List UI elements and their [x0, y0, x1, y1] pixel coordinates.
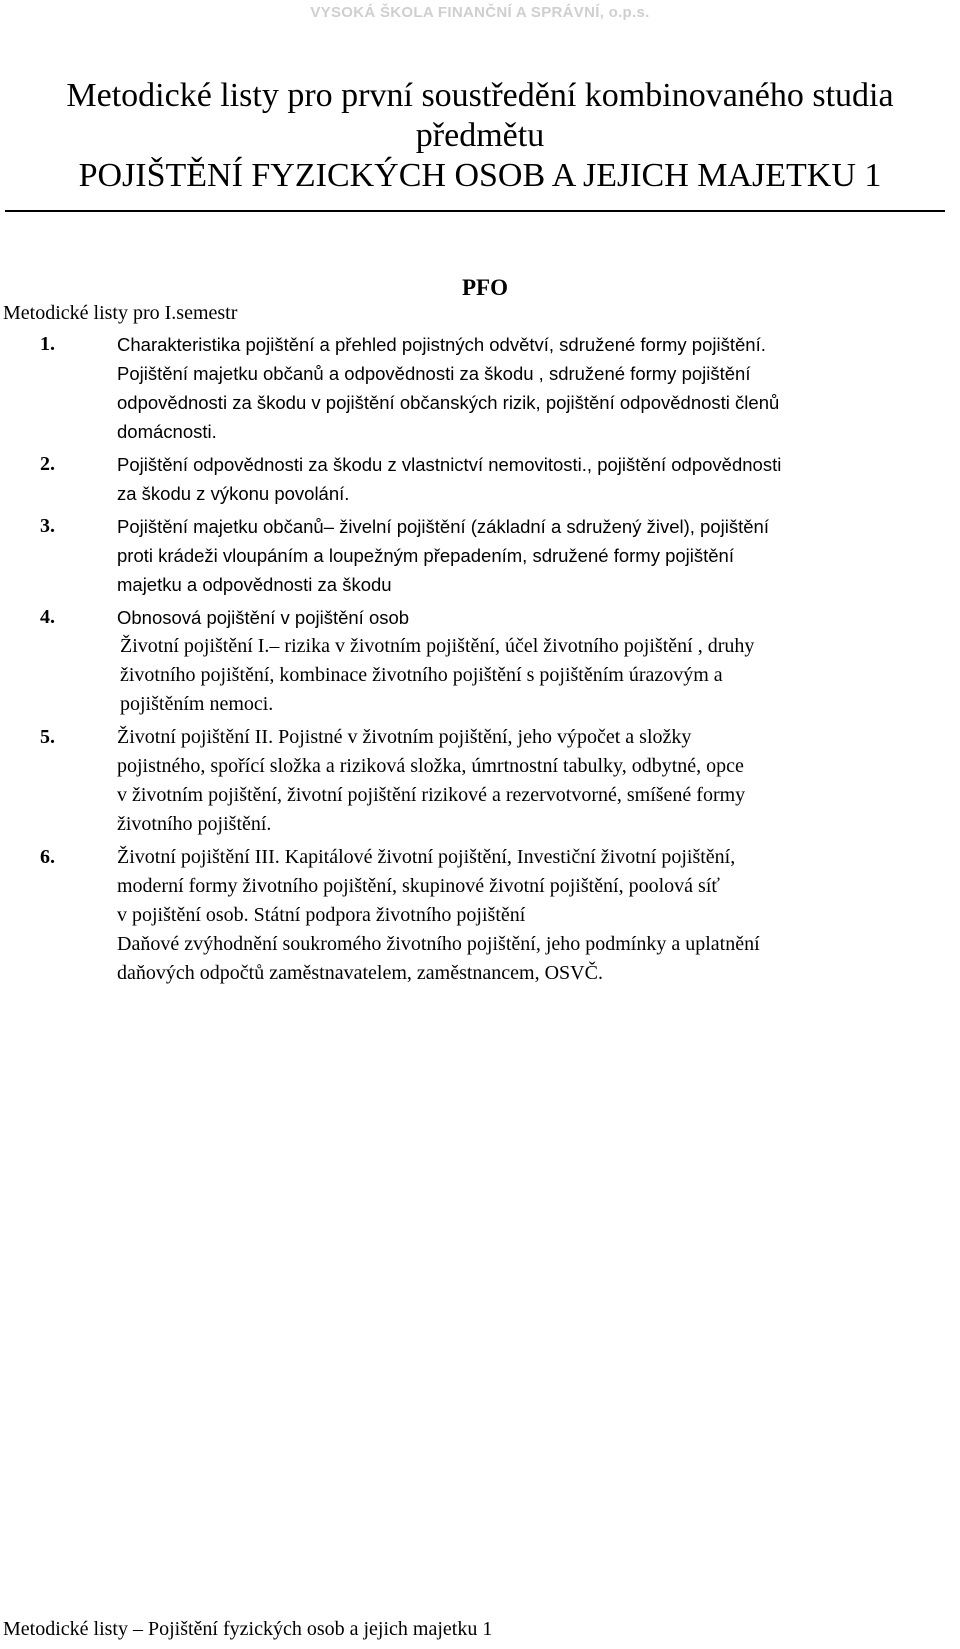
item-line: Pojištění majetku občanů– živelní pojištění (základní a sdružený živel), pojištění	[117, 516, 769, 537]
item-line: životního pojištění.	[117, 813, 272, 835]
item-text	[117, 330, 937, 446]
item-line: odpovědnosti za škodu v pojištění občanských rizik, pojištění odpovědnosti členů	[117, 392, 780, 413]
item-line: za škodu z výkonu povolání.	[117, 483, 350, 504]
item-line: životního pojištění, kombinace životního pojištění s pojištěním úrazovým a	[120, 664, 723, 686]
item-line: majetku a odpovědnosti za škodu	[117, 574, 392, 595]
item-line: Pojištění majetku občanů a odpovědnosti za škodu , sdružené formy pojištění	[117, 363, 751, 384]
item-line: Pojištění odpovědnosti za škodu z vlastnictví nemovitosti., pojištění odpovědnosti	[117, 454, 782, 475]
item-text	[117, 843, 937, 988]
item-line: daňových odpočtů zaměstnavatelem, zaměstnancem, OSVČ.	[117, 962, 603, 984]
item-line: Charakteristika pojištění a přehled pojistných odvětví, sdružené formy pojištění.	[117, 334, 766, 355]
title-line-1: Metodické listy pro první soustředění kombinovaného studia	[66, 77, 894, 114]
item-number: 3.	[40, 515, 55, 537]
item-line: v pojištění osob. Státní podpora životního pojištění	[117, 904, 526, 926]
title-line-3: POJIŠTĚNÍ FYZICKÝCH OSOB A JEJICH MAJETKU 1	[78, 157, 882, 194]
course-code: PFO	[462, 275, 508, 300]
institution-header: VYSOKÁ ŠKOLA FINANČNÍ A SPRÁVNÍ, o.p.s.	[310, 4, 650, 21]
semester-label: Metodické listy pro I.semestr	[3, 302, 238, 324]
item-number: 5.	[40, 726, 55, 748]
item-line: Daňové zvýhodnění soukromého životního pojištění, jeho podmínky a uplatnění	[117, 933, 760, 955]
list-item	[0, 723, 960, 839]
item-text	[117, 512, 937, 599]
page-footer: Metodické listy – Pojištění fyzických osob a jejich majetku 1	[3, 1618, 493, 1640]
item-line: Obnosová pojištění v pojištění osob	[117, 607, 410, 628]
item-line: domácnosti.	[117, 421, 217, 442]
item-line: proti krádeži vloupáním a loupežným přepadením, sdružené formy pojištění	[117, 545, 734, 566]
document-title	[0, 76, 960, 196]
item-text	[117, 603, 937, 719]
list-item	[0, 330, 960, 446]
topic-list	[0, 330, 960, 988]
item-number: 4.	[40, 606, 55, 628]
item-line: Životní pojištění II. Pojistné v životním pojištění, jeho výpočet a složky	[117, 726, 692, 748]
item-line: Životní pojištění I.– rizika v životním pojištění, účel životního pojištění , druhy	[120, 635, 755, 657]
item-text	[117, 723, 937, 839]
list-item	[0, 843, 960, 988]
item-line: moderní formy životního pojištění, skupinové životní pojištění, poolová síť	[117, 875, 720, 897]
item-line: pojištěním nemoci.	[120, 693, 274, 715]
title-divider	[5, 210, 945, 212]
item-number: 2.	[40, 453, 55, 475]
item-line: Životní pojištění III. Kapitálové životní pojištění, Investiční životní pojištění,	[117, 846, 736, 868]
item-text	[117, 450, 937, 508]
item-line: pojistného, spořící složka a riziková složka, úmrtnostní tabulky, odbytné, opce	[117, 755, 744, 777]
item-number: 6.	[40, 846, 55, 868]
item-line: v životním pojištění, životní pojištění rizikové a rezervotvorné, smíšené formy	[117, 784, 746, 806]
list-item	[0, 450, 960, 508]
list-item	[0, 512, 960, 599]
title-line-2: předmětu	[415, 117, 545, 154]
item-number: 1.	[40, 333, 55, 355]
list-item	[0, 603, 960, 719]
